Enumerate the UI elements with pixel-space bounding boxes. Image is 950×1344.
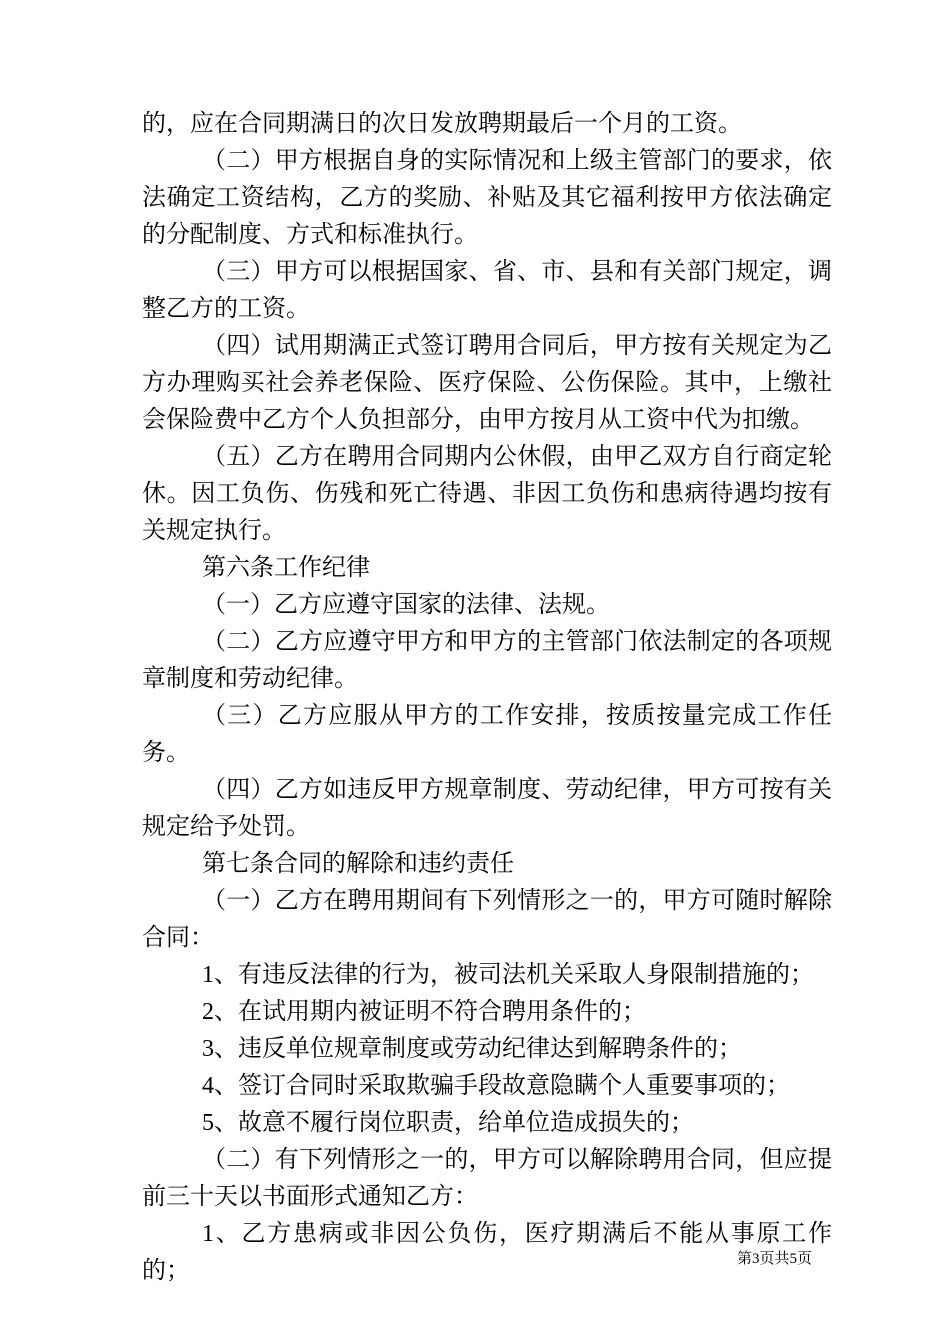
document-paragraph: （二）有下列情形之一的，甲方可以解除聘用合同，但应提前三十天以书面形式通知乙方： [142, 1147, 832, 1210]
document-paragraph: （一）乙方在聘用期间有下列情形之一的，甲方可随时解除合同： [142, 888, 832, 951]
document-body [142, 106, 832, 1290]
document-paragraph: （一）乙方应遵守国家的法律、法规。 [202, 592, 610, 618]
document-paragraph: （四）试用期满正式签订聘用合同后，甲方按有关规定为乙方办理购买社会养老保险、医疗保险、公伤保险。其中，上缴社会保险费中乙方个人负担部分，由甲方按月从工资中代为扣缴。 [142, 333, 832, 433]
list-item: 2、在试用期内被证明不符合聘用条件的； [202, 999, 646, 1025]
document-paragraph: （二）乙方应遵守甲方和甲方的主管部门依法制定的各项规章制度和劳动纪律。 [142, 629, 832, 692]
document-paragraph: （五）乙方在聘用合同期内公休假，由甲乙双方自行商定轮休。因工负伤、伤残和死亡待遇、非因工负伤和患病待遇均按有关规定执行。 [142, 444, 832, 544]
document-paragraph: 的，应在合同期满日的次日发放聘期最后一个月的工资。 [142, 111, 742, 137]
list-item: 1、乙方患病或非因公负伤，医疗期满后不能从事原工作的； [142, 1221, 832, 1284]
section-heading: 第七条合同的解除和违约责任 [202, 851, 514, 877]
list-item: 4、签订合同时采取欺骗手段故意隐瞒个人重要事项的； [202, 1073, 790, 1099]
document-paragraph: （三）乙方应服从甲方的工作安排，按质按量完成工作任务。 [142, 703, 832, 766]
document-paragraph: （二）甲方根据自身的实际情况和上级主管部门的要求，依法确定工资结构，乙方的奖励、补贴及其它福利按甲方依法确定的分配制度、方式和标准执行。 [142, 148, 832, 248]
list-item: 5、故意不履行岗位职责，给单位造成损失的； [202, 1110, 694, 1136]
section-heading: 第六条工作纪律 [202, 555, 370, 581]
document-paragraph: （四）乙方如违反甲方规章制度、劳动纪律，甲方可按有关规定给予处罚。 [142, 777, 832, 840]
list-item: 3、违反单位规章制度或劳动纪律达到解聘条件的； [202, 1036, 742, 1062]
page-number: 第3页共5页 [736, 1251, 812, 1267]
document-paragraph: （三）甲方可以根据国家、省、市、县和有关部门规定，调整乙方的工资。 [142, 259, 832, 322]
list-item: 1、有违反法律的行为，被司法机关采取人身限制措施的； [202, 962, 814, 988]
